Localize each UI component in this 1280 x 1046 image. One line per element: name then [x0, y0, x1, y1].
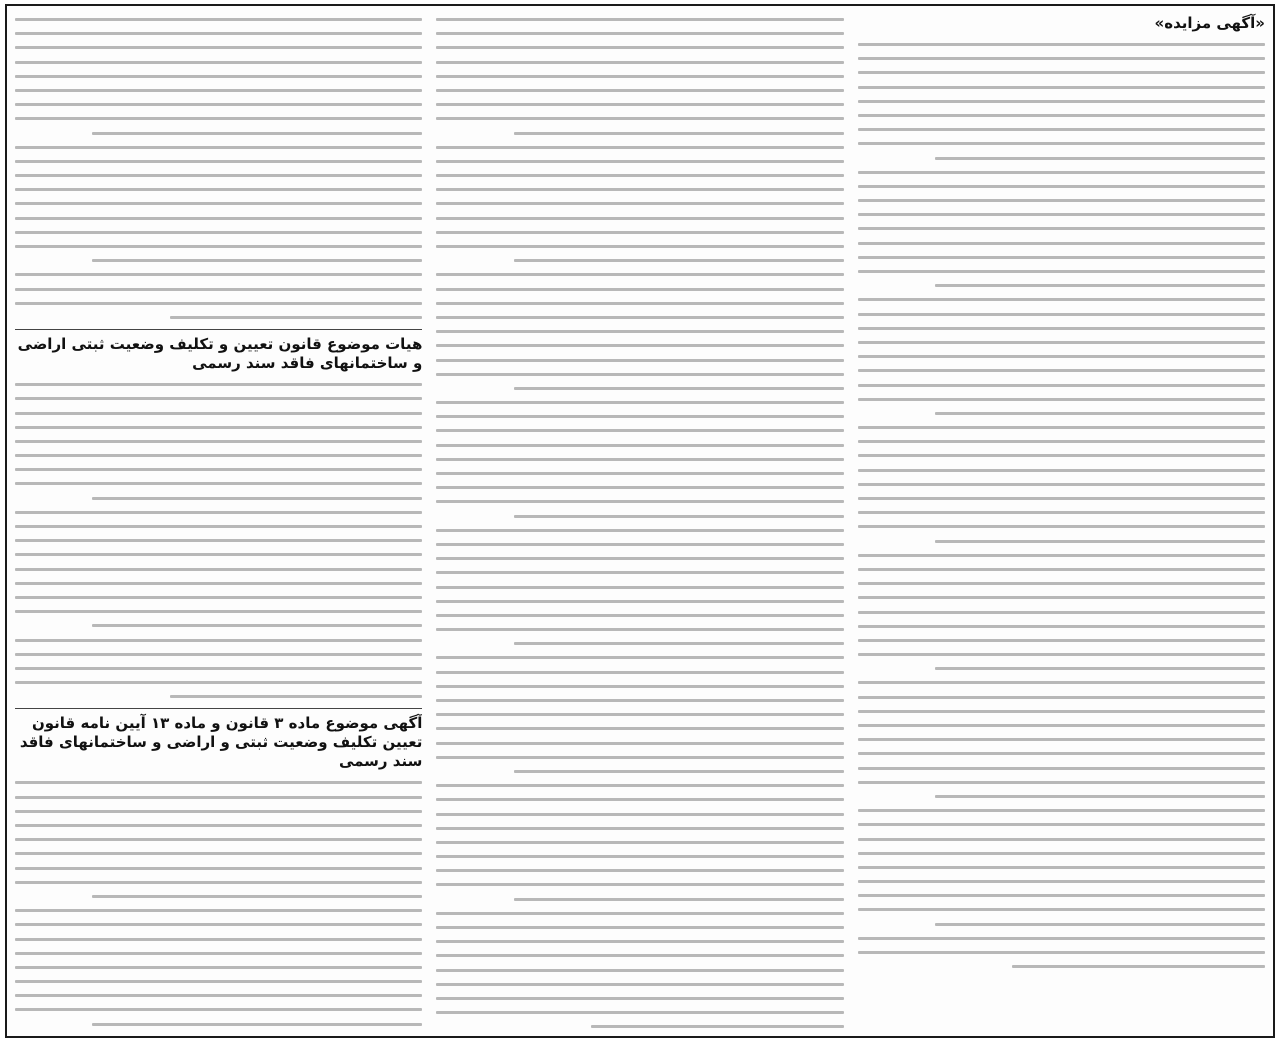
placeholder-text-line	[436, 253, 843, 267]
placeholder-text-line	[436, 40, 843, 54]
placeholder-text-line	[436, 679, 843, 693]
placeholder-text-line	[15, 211, 422, 225]
placeholder-text-line	[858, 420, 1265, 434]
placeholder-text-line	[436, 750, 843, 764]
placeholder-text-line	[858, 888, 1265, 902]
placeholder-text-line	[858, 477, 1265, 491]
divider	[15, 329, 422, 330]
placeholder-text-line	[858, 746, 1265, 760]
placeholder-text-line	[436, 792, 843, 806]
placeholder-text-line	[15, 476, 422, 490]
placeholder-text-line	[15, 547, 422, 561]
placeholder-text-line	[858, 236, 1265, 250]
placeholder-text-line	[436, 906, 843, 920]
placeholder-text-line	[15, 917, 422, 931]
placeholder-text-line	[436, 196, 843, 210]
placeholder-text-line	[858, 221, 1265, 235]
placeholder-text-line	[858, 335, 1265, 349]
placeholder-text-line	[436, 452, 843, 466]
newspaper-page	[5, 4, 1275, 1038]
placeholder-text-line	[15, 519, 422, 533]
placeholder-text-line	[858, 136, 1265, 150]
placeholder-text-line	[858, 108, 1265, 122]
placeholder-text-line	[436, 863, 843, 877]
placeholder-text-line	[15, 126, 422, 140]
placeholder-text-line	[436, 438, 843, 452]
placeholder-text-line	[436, 849, 843, 863]
placeholder-text-line	[436, 466, 843, 480]
placeholder-text-line	[15, 225, 422, 239]
placeholder-text-line	[15, 434, 422, 448]
placeholder-text-line	[858, 775, 1265, 789]
placeholder-text-line	[15, 818, 422, 832]
placeholder-text-line	[15, 69, 422, 83]
placeholder-text-line	[15, 97, 422, 111]
placeholder-text-line	[858, 817, 1265, 831]
placeholder-text-line	[858, 307, 1265, 321]
placeholder-text-line	[858, 931, 1265, 945]
placeholder-text-line	[15, 310, 422, 324]
placeholder-text-line	[15, 633, 422, 647]
placeholder-text-line	[436, 97, 843, 111]
placeholder-text-line	[436, 211, 843, 225]
placeholder-text-line	[858, 761, 1265, 775]
placeholder-text-line	[436, 494, 843, 508]
placeholder-text-line	[15, 1017, 422, 1030]
placeholder-text-line	[436, 821, 843, 835]
placeholder-text-line	[436, 239, 843, 253]
placeholder-text-line	[436, 1005, 843, 1019]
hayat-body	[15, 377, 422, 703]
placeholder-text-line	[858, 619, 1265, 633]
column-right	[858, 12, 1265, 1030]
placeholder-text-line	[436, 551, 843, 565]
placeholder-text-line	[436, 154, 843, 168]
placeholder-text-line	[858, 590, 1265, 604]
placeholder-text-line	[436, 395, 843, 409]
placeholder-text-line	[15, 182, 422, 196]
placeholder-text-line	[858, 363, 1265, 377]
placeholder-text-line	[436, 282, 843, 296]
placeholder-text-line	[436, 480, 843, 494]
placeholder-text-line	[436, 267, 843, 281]
placeholder-text-line	[858, 633, 1265, 647]
placeholder-text-line	[15, 562, 422, 576]
placeholder-text-line	[858, 491, 1265, 505]
placeholder-text-line	[858, 378, 1265, 392]
placeholder-text-line	[858, 65, 1265, 79]
placeholder-text-line	[436, 963, 843, 977]
placeholder-text-line	[858, 534, 1265, 548]
placeholder-text-line	[15, 889, 422, 903]
placeholder-text-line	[436, 665, 843, 679]
placeholder-text-line	[858, 945, 1265, 959]
placeholder-text-line	[15, 846, 422, 860]
placeholder-text-line	[436, 126, 843, 140]
placeholder-text-line	[15, 1002, 422, 1016]
placeholder-text-line	[15, 26, 422, 40]
placeholder-text-line	[436, 168, 843, 182]
column-middle	[436, 12, 843, 1030]
placeholder-text-line	[15, 932, 422, 946]
placeholder-text-line	[436, 650, 843, 664]
placeholder-text-line	[858, 562, 1265, 576]
placeholder-text-line	[436, 934, 843, 948]
placeholder-text-line	[858, 789, 1265, 803]
placeholder-text-line	[15, 832, 422, 846]
placeholder-text-line	[436, 693, 843, 707]
placeholder-text-line	[15, 296, 422, 310]
auction-body	[858, 37, 1265, 973]
placeholder-text-line	[436, 835, 843, 849]
placeholder-text-line	[436, 608, 843, 622]
placeholder-text-line	[436, 707, 843, 721]
placeholder-text-line	[436, 892, 843, 906]
placeholder-text-line	[858, 860, 1265, 874]
placeholder-text-line	[15, 12, 422, 26]
placeholder-text-line	[436, 877, 843, 891]
placeholder-text-line	[15, 40, 422, 54]
placeholder-text-line	[15, 590, 422, 604]
auction-continuation-body	[436, 12, 843, 1030]
placeholder-text-line	[15, 946, 422, 960]
placeholder-text-line	[858, 959, 1265, 973]
placeholder-text-line	[858, 165, 1265, 179]
placeholder-text-line	[15, 861, 422, 875]
placeholder-text-line	[436, 565, 843, 579]
placeholder-text-line	[436, 807, 843, 821]
placeholder-text-line	[436, 736, 843, 750]
placeholder-text-line	[15, 960, 422, 974]
placeholder-text-line	[15, 974, 422, 988]
auction-heading: «آگهی مزایده»	[1154, 14, 1265, 32]
placeholder-text-line	[15, 55, 422, 69]
placeholder-text-line	[15, 790, 422, 804]
placeholder-text-line	[15, 448, 422, 462]
placeholder-text-line	[858, 264, 1265, 278]
auction-tail-body	[15, 12, 422, 324]
placeholder-text-line	[436, 991, 843, 1005]
placeholder-text-line	[15, 83, 422, 97]
placeholder-text-line	[436, 537, 843, 551]
placeholder-text-line	[858, 193, 1265, 207]
placeholder-text-line	[858, 94, 1265, 108]
placeholder-text-line	[15, 420, 422, 434]
placeholder-text-line	[436, 636, 843, 650]
placeholder-text-line	[15, 661, 422, 675]
placeholder-text-line	[15, 618, 422, 632]
placeholder-text-line	[15, 903, 422, 917]
placeholder-text-line	[436, 764, 843, 778]
placeholder-text-line	[858, 278, 1265, 292]
placeholder-text-line	[858, 605, 1265, 619]
placeholder-text-line	[858, 122, 1265, 136]
placeholder-text-line	[858, 874, 1265, 888]
placeholder-text-line	[15, 196, 422, 210]
placeholder-text-line	[15, 406, 422, 420]
column-left	[15, 12, 422, 1030]
placeholder-text-line	[858, 732, 1265, 746]
placeholder-text-line	[858, 902, 1265, 916]
placeholder-text-line	[858, 151, 1265, 165]
placeholder-text-line	[15, 988, 422, 1002]
placeholder-text-line	[858, 661, 1265, 675]
placeholder-text-line	[15, 168, 422, 182]
placeholder-text-line	[436, 721, 843, 735]
placeholder-text-line	[858, 803, 1265, 817]
placeholder-text-line	[858, 917, 1265, 931]
hayat-heading: هیات موضوع قانون تعیین و تکلیف وضعیت ثبتی اراضی و ساختمانهای فاقد سند رسمی	[17, 335, 423, 373]
placeholder-text-line	[858, 207, 1265, 221]
placeholder-text-line	[15, 377, 422, 391]
placeholder-text-line	[436, 920, 843, 934]
placeholder-text-line	[858, 690, 1265, 704]
placeholder-text-line	[15, 140, 422, 154]
placeholder-text-line	[858, 37, 1265, 51]
placeholder-text-line	[436, 310, 843, 324]
placeholder-text-line	[436, 225, 843, 239]
placeholder-text-line	[15, 391, 422, 405]
placeholder-text-line	[858, 179, 1265, 193]
placeholder-text-line	[15, 533, 422, 547]
placeholder-text-line	[858, 292, 1265, 306]
placeholder-text-line	[858, 250, 1265, 264]
placeholder-text-line	[436, 296, 843, 310]
placeholder-text-line	[858, 675, 1265, 689]
placeholder-text-line	[436, 111, 843, 125]
placeholder-text-line	[436, 26, 843, 40]
placeholder-text-line	[15, 604, 422, 618]
article13-body	[15, 775, 422, 1030]
placeholder-text-line	[15, 111, 422, 125]
placeholder-text-line	[436, 182, 843, 196]
placeholder-text-line	[858, 321, 1265, 335]
placeholder-text-line	[858, 349, 1265, 363]
placeholder-text-line	[436, 83, 843, 97]
placeholder-text-line	[858, 51, 1265, 65]
article13-heading: آگهی موضوع ماده ۳ قانون و ماده ۱۳ آیین نامه قانون تعیین تکلیف وضعیت ثبتی و اراضی و ساختمانهای فاقد سند رسمی	[19, 714, 423, 771]
placeholder-text-line	[15, 154, 422, 168]
placeholder-text-line	[436, 1019, 843, 1030]
placeholder-text-line	[858, 832, 1265, 846]
placeholder-text-line	[858, 505, 1265, 519]
placeholder-text-line	[15, 462, 422, 476]
placeholder-text-line	[15, 239, 422, 253]
placeholder-text-line	[436, 580, 843, 594]
placeholder-text-line	[436, 353, 843, 367]
placeholder-text-line	[858, 519, 1265, 533]
placeholder-text-line	[436, 381, 843, 395]
placeholder-text-line	[436, 338, 843, 352]
placeholder-text-line	[436, 69, 843, 83]
placeholder-text-line	[436, 140, 843, 154]
placeholder-text-line	[436, 622, 843, 636]
placeholder-text-line	[858, 548, 1265, 562]
placeholder-text-line	[15, 576, 422, 590]
placeholder-text-line	[436, 423, 843, 437]
placeholder-text-line	[436, 594, 843, 608]
placeholder-text-line	[436, 523, 843, 537]
placeholder-text-line	[436, 948, 843, 962]
placeholder-text-line	[15, 267, 422, 281]
placeholder-text-line	[15, 804, 422, 818]
placeholder-text-line	[858, 80, 1265, 94]
placeholder-text-line	[858, 846, 1265, 860]
placeholder-text-line	[15, 491, 422, 505]
placeholder-text-line	[858, 448, 1265, 462]
placeholder-text-line	[15, 675, 422, 689]
placeholder-text-line	[436, 324, 843, 338]
placeholder-text-line	[436, 55, 843, 69]
placeholder-text-line	[436, 509, 843, 523]
placeholder-text-line	[436, 778, 843, 792]
placeholder-text-line	[858, 463, 1265, 477]
columns	[15, 12, 1265, 1030]
placeholder-text-line	[858, 434, 1265, 448]
placeholder-text-line	[15, 775, 422, 789]
placeholder-text-line	[15, 689, 422, 703]
placeholder-text-line	[436, 12, 843, 26]
placeholder-text-line	[436, 977, 843, 991]
placeholder-text-line	[436, 409, 843, 423]
placeholder-text-line	[858, 406, 1265, 420]
placeholder-text-line	[436, 367, 843, 381]
placeholder-text-line	[15, 875, 422, 889]
divider	[15, 708, 422, 709]
placeholder-text-line	[858, 647, 1265, 661]
placeholder-text-line	[858, 704, 1265, 718]
placeholder-text-line	[858, 718, 1265, 732]
placeholder-text-line	[15, 647, 422, 661]
placeholder-text-line	[15, 505, 422, 519]
placeholder-text-line	[858, 576, 1265, 590]
placeholder-text-line	[858, 392, 1265, 406]
placeholder-text-line	[15, 282, 422, 296]
placeholder-text-line	[15, 253, 422, 267]
